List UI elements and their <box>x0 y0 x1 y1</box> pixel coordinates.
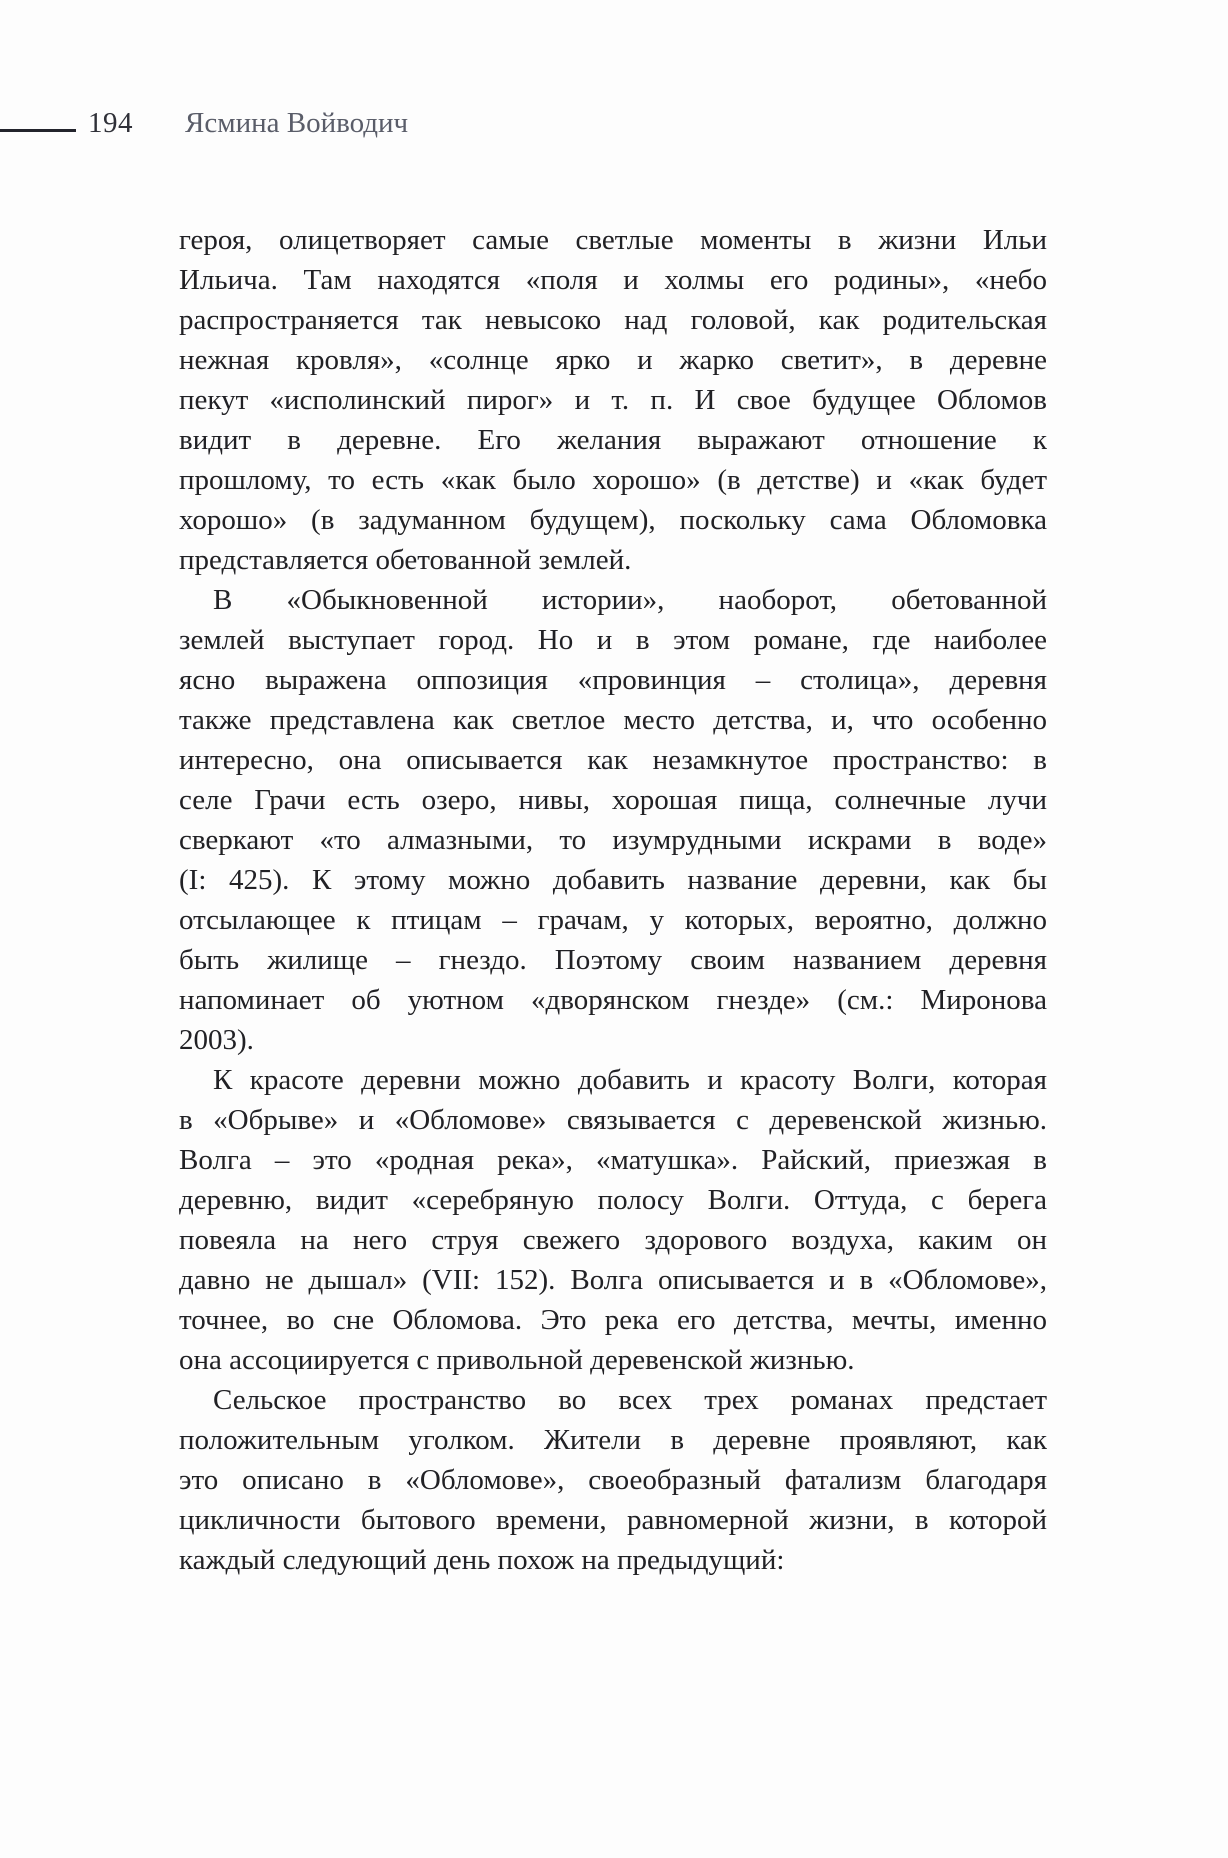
text-line: цикличности бытового времени, равномерной жизни, в которой <box>179 1504 1047 1536</box>
text-line: напоминает об уютном «дворянском гнезде» (см.: Миронова <box>179 984 1047 1016</box>
body-text <box>179 220 1047 1580</box>
text-line: деревню, видит «серебряную полосу Волги. Оттуда, с берега <box>179 1184 1047 1216</box>
text-line: 2003). <box>179 1024 254 1056</box>
text-line: давно не дышал» (VII: 152). Волга описывается и в «Обломове», <box>179 1264 1047 1296</box>
text-line: видит в деревне. Его желания выражают отношение к <box>179 424 1047 456</box>
text-line: В «Обыкновенной истории», наоборот, обетованной <box>213 584 1047 616</box>
text-line: каждый следующий день похож на предыдущий: <box>179 1544 785 1576</box>
text-line: Волга – это «родная река», «матушка». Райский, приезжая в <box>179 1144 1047 1176</box>
text-line: интересно, она описывается как незамкнутое пространство: в <box>179 744 1047 776</box>
text-line: это описано в «Обломове», своеобразный фатализм благодаря <box>179 1464 1047 1496</box>
page-number: 194 <box>88 107 133 139</box>
text-line: представляется обетованной землей. <box>179 544 632 576</box>
text-line: хорошо» (в задуманном будущем), поскольку сама Обломовка <box>179 504 1047 536</box>
text-line: распространяется так невысоко над головой, как родительская <box>179 304 1047 336</box>
page-header <box>0 0 1228 160</box>
text-line: в «Обрыве» и «Обломове» связывается с деревенской жизнью. <box>179 1104 1047 1136</box>
text-line: селе Грачи есть озеро, нивы, хорошая пища, солнечные лучи <box>179 784 1047 816</box>
text-line: точнее, во сне Обломова. Это река его детства, мечты, именно <box>179 1304 1047 1336</box>
text-line: также представлена как светлое место детства, и, что особенно <box>179 704 1047 736</box>
text-line: землей выступает город. Но и в этом романе, где наиболее <box>179 624 1047 656</box>
text-line: сверкают «то алмазными, то изумрудными искрами в воде» <box>179 824 1047 856</box>
header-rule <box>0 129 76 132</box>
text-line: (I: 425). К этому можно добавить название деревни, как бы <box>179 864 1047 896</box>
text-line: Ильича. Там находятся «поля и холмы его родины», «небо <box>179 264 1047 296</box>
text-line: повеяла на него струя свежего здорового воздуха, каким он <box>179 1224 1047 1256</box>
text-line: прошлому, то есть «как было хорошо» (в детстве) и «как будет <box>179 464 1047 496</box>
text-line: положительным уголком. Жители в деревне проявляют, как <box>179 1424 1047 1456</box>
text-line: быть жилище – гнездо. Поэтому своим названием деревня <box>179 944 1047 976</box>
text-line: К красоте деревни можно добавить и красоту Волги, которая <box>213 1064 1047 1096</box>
text-line: пекут «исполинский пирог» и т. п. И свое будущее Обломов <box>179 384 1047 416</box>
text-line: нежная кровля», «солнце ярко и жарко светит», в деревне <box>179 344 1047 376</box>
text-line: она ассоциируется с привольной деревенской жизнью. <box>179 1344 855 1376</box>
running-title: Ясмина Войводич <box>185 107 409 139</box>
text-line: Сельское пространство во всех трех романах предстает <box>213 1384 1047 1416</box>
text-line: отсылающее к птицам – грачам, у которых, вероятно, должно <box>179 904 1047 936</box>
text-line: героя, олицетворяет самые светлые моменты в жизни Ильи <box>179 224 1047 256</box>
text-line: ясно выражена оппозиция «провинция – столица», деревня <box>179 664 1047 696</box>
